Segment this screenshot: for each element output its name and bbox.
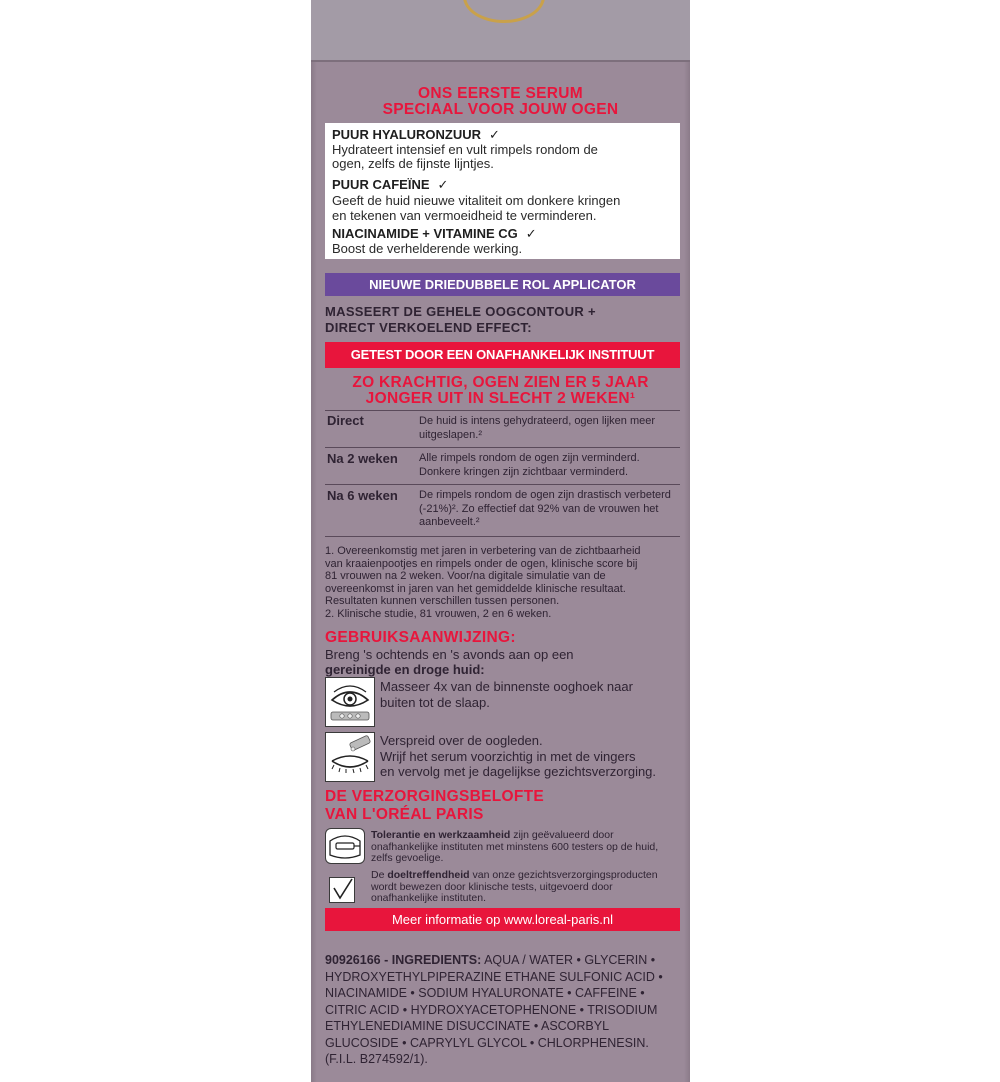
ingredients-highlight-box — [325, 123, 680, 259]
step-line: Masseer 4x van de binnenste ooghoek naar — [380, 679, 633, 694]
eye-massage-icon — [325, 677, 375, 727]
promise-item-prefix: De — [371, 869, 388, 881]
ingredient-desc: ogen, zelfs de fijnste lijntjes. — [332, 156, 494, 171]
massage-line-2: DIRECT VERKOELEND EFFECT: — [325, 320, 532, 335]
usage-intro-line: Breng 's ochtends en 's avonds aan op een — [325, 647, 574, 662]
claim-line-2: JONGER UIT IN SLECHT 2 WEKEN¹ — [365, 390, 636, 407]
box-edge-shadow-left — [311, 0, 317, 1082]
step-2-text — [380, 733, 680, 780]
divider — [325, 447, 680, 448]
result-text: De rimpels rondom de ogen zijn drastisch verbeterd (-21%)². Zo effectief dat 92% van de vrouwen het aanbeveelt.² — [419, 489, 671, 528]
product-box-back — [311, 0, 690, 1082]
footnote-line: overeenkomst in jaren van het gemiddelde klinische resultaat. — [325, 582, 626, 595]
promise-title-1: DE VERZORGINGSBELOFTE — [325, 788, 545, 805]
ingredients-line: GLUCOSIDE • CAPRYLYL GLYCOL • CHLORPHENESIN. — [325, 1035, 649, 1050]
footnote-line: 1. Overeenkomstig met jaren in verbetering van de zichtbaarheid — [325, 545, 641, 557]
ingredients-line: (F.I.L. B274592/1). — [325, 1052, 428, 1066]
tested-band: GETEST DOOR EEN ONAFHANKELIJK INSTITUUT — [325, 342, 680, 368]
claim-line-1: ZO KRACHTIG, OGEN ZIEN ER 5 JAAR — [352, 374, 649, 391]
step-line: buiten tot de slaap. — [380, 694, 490, 710]
divider — [325, 410, 680, 411]
usage-intro-line: gereinigde en droge huid: — [325, 662, 485, 677]
ingredient-title — [332, 227, 537, 242]
footnote-line: Resultaten kunnen verschillen tussen personen. — [325, 595, 560, 607]
ingredients-line: CITRIC ACID • HYDROXYACETOPHENONE • TRISODIUM — [325, 1002, 658, 1017]
ingredients-line: HYDROXYETHYLPIPERAZINE ETHANE SULFONIC ACID • — [325, 969, 663, 984]
checkbox-icon — [329, 877, 355, 903]
divider — [325, 484, 680, 485]
result-text: Alle rimpels rondom de ogen zijn verminderd. Donkere kringen zijn zichtbaar verminderd. — [419, 452, 640, 478]
step-line: Wrijf het serum voorzichtig in met de vingers — [380, 748, 636, 764]
ingredient-desc: Hydrateert intensief en vult rimpels rondom de — [332, 142, 598, 157]
footnote-line: 81 vrouwen na 2 weken. Voor/na digitale simulatie van de — [325, 570, 606, 582]
promise-item-2 — [371, 870, 681, 905]
promise-item-rest: van onze gezichtsverzorgingsproducten wordt bewezen door klinische tests, uitgevoerd door onafhankelijke instituten. — [371, 869, 658, 904]
result-label: Na 6 weken — [327, 488, 398, 503]
divider — [325, 536, 680, 537]
ingredient-desc: en tekenen van vermoeidheid te verminderen. — [332, 208, 597, 223]
check-icon: ✓ — [489, 127, 500, 142]
tolerance-icon — [325, 828, 365, 864]
massage-line-1: MASSEERT DE GEHELE OOGCONTOUR + — [325, 304, 596, 319]
step-line: Verspreid over de oogleden. — [380, 733, 543, 748]
info-band: Meer informatie op www.loreal-paris.nl — [325, 908, 680, 931]
check-icon: ✓ — [437, 177, 449, 192]
step-1-text — [380, 679, 680, 710]
headline-line-1: ONS EERSTE SERUM — [418, 85, 583, 102]
result-label: Na 2 weken — [327, 451, 398, 466]
applicator-band: NIEUWE DRIEDUBBELE ROL APPLICATOR — [325, 273, 680, 296]
footnote-line: van kraaienpootjes en rimpels onder de ogen, klinische score bij — [325, 557, 638, 570]
ingredient-desc: Boost de verhelderende werking. — [332, 241, 523, 256]
step-line: en vervolg met je dagelijkse gezichtsverzorging. — [380, 764, 657, 779]
result-text: De huid is intens gehydrateerd, ogen lijken meer uitgeslapen.² — [419, 415, 656, 441]
ingredient-name: NIACINAMIDE + VITAMINE CG — [332, 226, 518, 241]
promise-title-2: VAN L'ORÉAL PARIS — [325, 806, 484, 823]
promise-item-rest: zijn geëvalueerd door onafhankelijke instituten met minstens 600 testers op de huid, zelfs gevoelige. — [371, 829, 659, 864]
check-icon: ✓ — [525, 226, 537, 241]
eyelid-icon — [325, 732, 375, 782]
usage-title: GEBRUIKSAANWIJZING: — [325, 629, 516, 646]
ingredient-title — [332, 128, 500, 143]
ingredient-desc: Geeft de huid nieuwe vitaliteit om donkere kringen — [332, 193, 621, 208]
ingredient-title — [332, 178, 448, 193]
box-edge-shadow-right — [684, 0, 690, 1082]
usage-intro — [325, 647, 685, 677]
box-fold-line — [311, 60, 690, 62]
ingredients-line: ETHYLENEDIAMINE DISUCCINATE • ASCORBYL — [325, 1019, 610, 1033]
ingredients-text: AQUA / WATER • GLYCERIN • — [481, 953, 656, 967]
footnotes — [325, 545, 683, 620]
promise-item-1 — [371, 830, 681, 865]
result-label: Direct — [327, 413, 364, 428]
ingredients-line: NIACINAMIDE • SODIUM HYALURONATE • CAFFEINE • — [325, 986, 645, 1000]
promise-item-bold: Tolerantie en werkzaamheid — [371, 829, 511, 841]
ingredients-line — [325, 952, 682, 969]
headline-line-2: SPECIAAL VOOR JOUW OGEN — [382, 101, 619, 118]
ingredients-list — [325, 952, 682, 1068]
ingredients-code: 90926166 - INGREDIENTS: — [325, 953, 482, 967]
footnote-line: 2. Klinische studie, 81 vrouwen, 2 en 6 weken. — [325, 607, 552, 620]
ingredient-name: PUUR HYALURONZUUR — [332, 127, 482, 142]
promise-item-bold: doeltreffendheid — [387, 869, 470, 881]
ingredient-name: PUUR CAFEÏNE — [332, 177, 430, 192]
